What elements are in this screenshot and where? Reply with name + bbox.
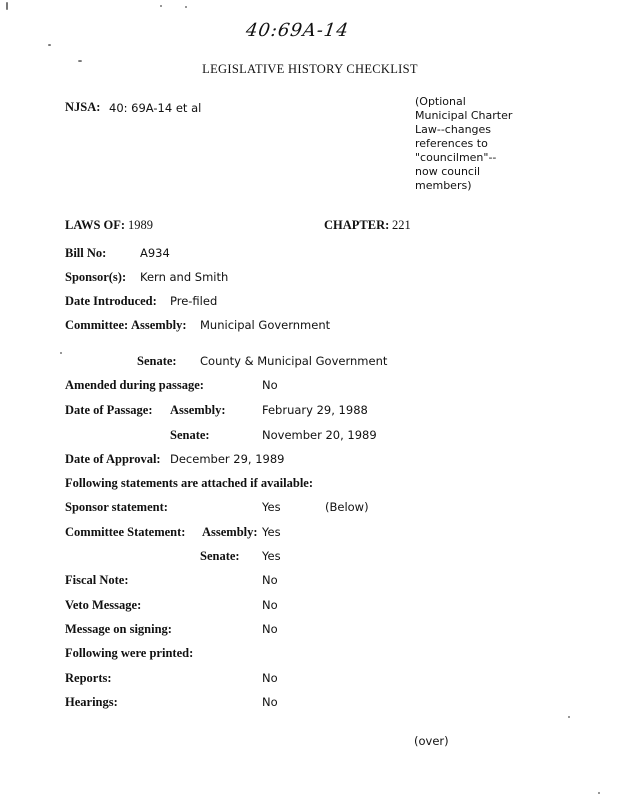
chapter-label: CHAPTER: <box>324 218 390 232</box>
committee-statement-assembly-label: Assembly: <box>202 525 258 539</box>
passage-senate-value: November 20, 1989 <box>262 428 377 442</box>
committee-label: Committee: <box>65 318 129 332</box>
approval-label: Date of Approval: <box>65 452 161 466</box>
reports-value: No <box>262 671 278 685</box>
sponsors-label: Sponsor(s): <box>65 270 127 284</box>
date-introduced-label: Date Introduced: <box>65 294 157 308</box>
sponsor-statement-extra: (Below) <box>325 500 369 514</box>
scan-speck <box>48 44 51 46</box>
handwritten-reference: 40:69A-14 <box>244 20 351 41</box>
over-note: (over) <box>414 734 449 748</box>
statements-heading: Following statements are attached if available: <box>65 476 313 490</box>
committee-statement-senate-value: Yes <box>262 549 281 563</box>
bill-no-value: A934 <box>140 246 170 260</box>
passage-assembly-value: February 29, 1988 <box>262 403 368 417</box>
note-line: Law--changes <box>415 123 492 136</box>
sponsors-value: Kern and Smith <box>140 270 229 284</box>
njsa-label: NJSA: <box>65 100 101 114</box>
passage-label: Date of Passage: <box>65 403 153 417</box>
note-line: "councilmen"-- <box>415 151 497 164</box>
hearings-value: No <box>262 695 278 709</box>
amended-label: Amended during passage: <box>65 378 204 392</box>
sponsor-statement-label: Sponsor statement: <box>65 500 168 514</box>
veto-message-value: No <box>262 598 278 612</box>
committee-statement-senate-label: Senate: <box>200 549 240 563</box>
note-line: members) <box>415 179 472 192</box>
printed-heading: Following were printed: <box>65 646 194 660</box>
passage-assembly-label: Assembly: <box>170 403 226 417</box>
veto-message-label: Veto Message: <box>65 598 142 612</box>
committee-senate-label: Senate: <box>137 354 177 368</box>
chapter-value: 221 <box>392 218 411 232</box>
note-line: (Optional <box>415 95 466 108</box>
committee-statement-assembly-value: Yes <box>262 525 281 539</box>
laws-of-value: 1989 <box>128 218 153 232</box>
passage-senate-label: Senate: <box>170 428 210 442</box>
note-line: references to <box>415 137 488 150</box>
hearings-label: Hearings: <box>65 695 118 709</box>
committee-assembly-label: Assembly: <box>131 318 187 332</box>
fiscal-note-label: Fiscal Note: <box>65 573 129 587</box>
committee-senate-value: County & Municipal Government <box>200 354 388 368</box>
reports-label: Reports: <box>65 671 112 685</box>
sponsor-statement-value: Yes <box>262 500 281 514</box>
note-line: Municipal Charter <box>415 109 513 122</box>
bill-no-label: Bill No: <box>65 246 107 260</box>
njsa-value: 40: 69A-14 et al <box>109 101 202 115</box>
date-introduced-value: Pre-filed <box>170 294 218 308</box>
fiscal-note-value: No <box>262 573 278 587</box>
scan-speck <box>568 716 570 718</box>
scan-speck <box>60 352 62 354</box>
message-signing-label: Message on signing: <box>65 622 172 636</box>
scan-speck <box>6 2 8 10</box>
scan-speck <box>185 6 187 8</box>
scan-speck <box>160 5 162 7</box>
scan-speck <box>598 792 600 794</box>
laws-of-label: LAWS OF: <box>65 218 126 232</box>
message-signing-value: No <box>262 622 278 636</box>
committee-assembly-value: Municipal Government <box>200 318 331 332</box>
note-block <box>415 95 525 193</box>
approval-value: December 29, 1989 <box>170 452 285 466</box>
amended-value: No <box>262 378 278 392</box>
note-line: now council <box>415 165 481 178</box>
page-title: LEGISLATIVE HISTORY CHECKLIST <box>202 62 418 76</box>
committee-statement-label: Committee Statement: <box>65 525 186 539</box>
